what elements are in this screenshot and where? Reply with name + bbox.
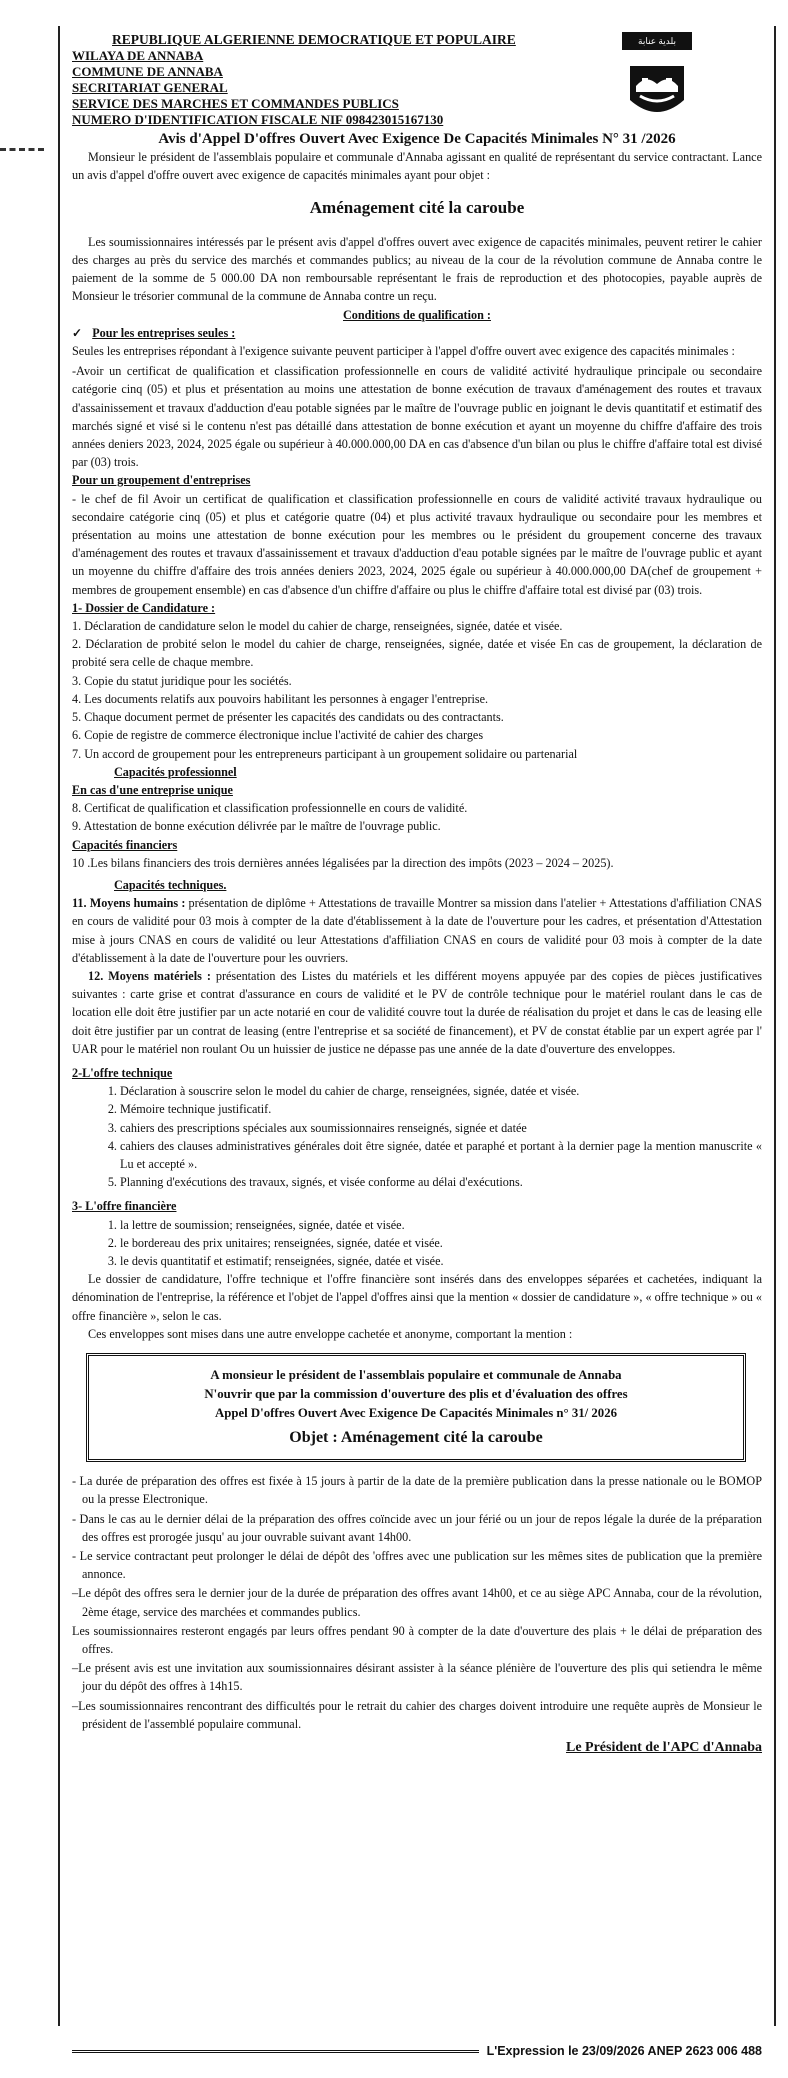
groupement-text: - le chef de fil Avoir un certificat de qualification et classification professionnelle en cours de validité activité travaux hydraulique ou secondaire catégorie cinq (05) et plus et catégorie quatre (04) et plus activité travaux hydraulique ou secondaire pour les membres et présentation au moins une attestation de bonne exécution pour les membres ou le président du groupement concerne des travaux d'aménagement des routes et travaux d'assainissement et travaux d'adduction d'eau potable signées par le maître de l'ouvrage public et ayant un moyenne du chiffre d'affaire des trois années deniers 2023, 2024, 2025 égale ou supérieur à 40.000.000,00 DA(chef de groupement + membres de groupement ensemble) en cas d'absence d'un chiffre d'affaire ou plus le chiffre d'affaire total est divisé par (03) trois. xyxy=(72,491,762,597)
moyens-humains-text: présentation de diplôme + Attestations de travaille Montrer sa mission dans l'atelier + Attestations d'affiliation CNAS en cours de validité pour 03 mois à compter de la date d'établissement à la date de l'ouverture pour les cadres, et présentation d'Attestation mise à jours CNAS en cours de validité ou leur Attestations d'affiliation CNAS en cours de validité pour 03 mois à compter de la date d'établissement à la date de l'ouverture pour les ouvriers. xyxy=(72,896,762,965)
footer-rule xyxy=(72,2050,479,2053)
cap-pro-sub: En cas d'une entreprise unique xyxy=(72,782,233,797)
moyens-materiels-label: 12. Moyens matériels : xyxy=(88,968,211,983)
check-icon: ✓ xyxy=(72,325,83,340)
footer-text: L'Expression le 23/09/2026 ANEP 2623 006 488 xyxy=(486,2044,762,2058)
entreprise-intro: Seules les entreprises répondant à l'exigence suivante peuvent participer à l'appel d'offre ouvert avec exigence des capacités minimales : xyxy=(72,344,735,359)
cap-pro-item: 9. Attestation de bonne exécution délivrée par le maître de l'ouvrage public. xyxy=(72,819,441,834)
list-item: 5. Planning d'exécutions des travaux, signés, et visée conforme au délai d'exécutions. xyxy=(120,1173,762,1191)
header-commune: COMMUNE DE ANNABA xyxy=(72,64,223,79)
dossier-item: 4. Les documents relatifs aux pouvoirs habilitant les personnes à engager l'entreprise. xyxy=(72,691,489,706)
offre-technique-title: 2-L'offre technique xyxy=(72,1065,173,1080)
provision-item: - Le service contractant peut prolonger le délai de dépôt des 'offres avec une publication sur les mêmes sites de publication que la première annonce. xyxy=(72,1549,762,1582)
list-item: 3. le devis quantitatif et estimatif; renseignées, signée, datée et visée. xyxy=(120,1252,762,1270)
box-line: N'ouvrir que par la commission d'ouverture des plis et d'évaluation des offres xyxy=(204,1387,628,1401)
closing-paragraph: Le dossier de candidature, l'offre technique et l'offre financière sont insérés dans des enveloppes séparées et cachetées, indiquant la dénomination de l'entreprise, la référence et l'objet de l'appel d'offres ainsi que la mention « dossier de candidature », « offre technique » ou « offre financière », selon le cas. xyxy=(72,1272,762,1323)
list-item: 1. Déclaration à souscrire selon le model du cahier de charge, renseignées, signée, datée et visée. xyxy=(120,1082,762,1100)
retrait-paragraph: Les soumissionnaires intéressés par le présent avis d'appel d'offres ouvert avec exigence de capacités minimales, peuvent retirer le cahier des charges au près du service des marchés et commandes publics; au niveau de la cour de la révolution commune de Annaba contre le paiement de la somme de 5 000.00 DA non remboursable représentant le frais de reproduction et des photocopies, payable auprès de Monsieur le trésorier communal de la commune de Annaba contre un reçu. xyxy=(72,234,762,304)
offre-financiere-list xyxy=(72,1216,762,1271)
provision-item: –Le présent avis est une invitation aux soumissionnaires désirant assister à la séance plénière de l'ouverture des plis qui setiendra le même jour du dépôt des offres à 14h15. xyxy=(72,1661,762,1694)
moyens-materiels-text: présentation des Listes du matériels et les différent moyens appuyée par des copies de pièces justificatives suivantes : carte grise et contrat d'assurance en cours de validité et le PV de contrôle technique pour le matériel roulant dans le cas de location elle doit être justifier par un acte notarié en cour de validité couvre tout la durée de réalisation du projet et dans le cas de leasing elle doit être justifier par un contrat de leasing (entre l'entreprise et sa société de financement), et PV de constat établie par un expert agrée par l' UAR pour le matériel non roulant Ou un huissier de justice ne dépasse pas une année de la date d'ouverture des enveloppes. xyxy=(72,968,762,1056)
signature: Le Président de l'APC d'Annaba xyxy=(565,1740,762,1756)
publication-footer xyxy=(72,2044,762,2058)
header-wilaya: WILAYA DE ANNABA xyxy=(72,48,204,63)
header-republic: REPUBLIQUE ALGERIENNE DEMOCRATIQUE ET POPULAIRE xyxy=(112,32,516,47)
list-item: 1. la lettre de soumission; renseignées, signée, datée et visée. xyxy=(120,1216,762,1234)
intro-text: Monsieur le président de l'assemblais populaire et communale d'Annaba agissant en qualité de représentant du service contractant. Lance un avis d'appel d'offre ouvert avec exigence de capacités minimales ayant pour objet : xyxy=(72,150,762,183)
entreprise-text: -Avoir un certificat de qualification et classification professionnelle en cours de validité activité hydraulique principale ou secondaire catégorie cinq (05) et plus et présentation au moins une attestation de bonne exécution de travaux d'aménagement des routes et travaux d'assainissement et travaux d'adduction d'eau potable signées par le maître de l'ouvrage public en joignant le devis quantitatif et estimatif des marchés signé et visé si le contenu n'est pas détaillé dans attestation de bonne exécution et ayant un moyenne du chiffre d'affaire des trois années deniers 2023, 2024, 2025 égale ou supérieur à 40.000.000,00 DA en cas d'absence d'un bilan ou plus le chiffre d'affaire total est divisé par (03) trois. xyxy=(72,364,762,470)
dossier-item: 2. Déclaration de probité selon le model du cahier de charge, renseignées, signée, datée et visée En cas de groupement, la déclaration de probité sera celle de chaque membre. xyxy=(72,637,762,670)
dossier-item: 1. Déclaration de candidature selon le model du cahier de charge, renseignées, signée, datée et visée. xyxy=(72,619,563,634)
cap-pro-title: Capacités professionnel xyxy=(114,764,237,779)
cap-fin-item: 10 .Les bilans financiers des trois dernières années légalisées par la direction des impôts (2023 – 2024 – 2025). xyxy=(72,855,614,870)
dossier-item: 7. Un accord de groupement pour les entrepreneurs participant à un groupement solidaire ou partenarial xyxy=(72,746,578,761)
header-nif: NUMERO D'IDENTIFICATION FISCALE NIF 098423015167130 xyxy=(72,112,444,127)
groupement-title: Pour un groupement d'entreprises xyxy=(72,473,251,488)
dossier-item: 6. Copie de registre de commerce électronique inclue l'activité de cahier des charges xyxy=(72,728,484,743)
list-item: 2. le bordereau des prix unitaires; renseignées, signée, datée et visée. xyxy=(120,1234,762,1252)
announcement-body xyxy=(72,32,762,1757)
moyens-humains-label: 11. Moyens humains : xyxy=(72,896,186,911)
main-title: Aménagement cité la caroube xyxy=(309,197,525,217)
header-service: SERVICE DES MARCHES ET COMMANDES PUBLICS xyxy=(72,96,399,111)
cap-pro-item: 8. Certificat de qualification et classification professionnelle en cours de validité. xyxy=(72,801,468,816)
provision-item: –Les soumissionnaires rencontrant des difficultés pour le retrait du cahier des charges doivent introduire une requête auprès de Monsieur le président de l'assemblé populaire communal. xyxy=(72,1698,762,1731)
entreprise-title: Pour les entreprises seules : xyxy=(92,325,236,340)
avis-title: Avis d'Appel D'offres Ouvert Avec Exigence De Capacités Minimales N° 31 /2026 xyxy=(158,131,676,147)
envelope-mention-box xyxy=(86,1353,746,1462)
header-secretariat: SECRITARIAT GENERAL xyxy=(72,80,228,95)
provision-item: –Le dépôt des offres sera le dernier jour de la durée de préparation des offres avant 14h00, et ce au siège APC Annaba, cour de la révolution, 2ème étage, service des marchées et commandes publics. xyxy=(72,1586,762,1619)
closing-mention: Ces enveloppes sont mises dans une autre enveloppe cachetée et anonyme, comportant la mention : xyxy=(88,1326,573,1341)
box-line: A monsieur le président de l'assemblais populaire et communale de Annaba xyxy=(210,1368,622,1382)
dossier-item: 3. Copie du statut juridique pour les sociétés. xyxy=(72,673,292,688)
provision-item: - Dans le cas au le dernier délai de la préparation des offres coïncide avec un jour férié ou un jour de repos légale la durée de la préparation des offres est prorogée jusqu' au jour ouvrable suivant avant 14h00. xyxy=(72,1511,762,1544)
cut-line xyxy=(0,148,44,151)
final-provisions xyxy=(72,1472,762,1733)
list-item: 2. Mémoire technique justificatif. xyxy=(120,1100,762,1118)
offre-financiere-title: 3- L'offre financière xyxy=(72,1199,177,1214)
provision-item: - La durée de préparation des offres est fixée à 15 jours à partir de la date de la première publication dans la presse nationale ou le BOMOP ou la presse Electronique. xyxy=(72,1474,762,1507)
offre-technique-list xyxy=(72,1082,762,1191)
list-item: 3. cahiers des prescriptions spéciales aux soumissionnaires renseignés, signée et datée xyxy=(120,1119,762,1137)
cap-tech-title: Capacités techniques. xyxy=(114,877,227,892)
conditions-title: Conditions de qualification : xyxy=(343,307,491,322)
list-item: 4. cahiers des clauses administratives générales doit être signée, datée et paraphé et portant à la dernier page la mention manuscrite « Lu et accepté ». xyxy=(120,1137,762,1173)
provision-item: Les soumissionnaires resteront engagés par leurs offres pendant 90 à compter de la date d'ouverture des plais + le délai de préparation des offres. xyxy=(72,1623,762,1657)
box-objet: Objet : Aménagement cité la caroube xyxy=(289,1429,543,1446)
dossier-title: 1- Dossier de Candidature : xyxy=(72,600,216,615)
logo-text: بلدية عنابة xyxy=(622,32,692,50)
cap-fin-title: Capacités financiers xyxy=(72,837,178,852)
box-line: Appel D'offres Ouvert Avec Exigence De Capacités Minimales n° 31/ 2026 xyxy=(214,1406,617,1420)
dossier-item: 5. Chaque document permet de présenter les capacités des candidats ou des contractants. xyxy=(72,710,504,725)
